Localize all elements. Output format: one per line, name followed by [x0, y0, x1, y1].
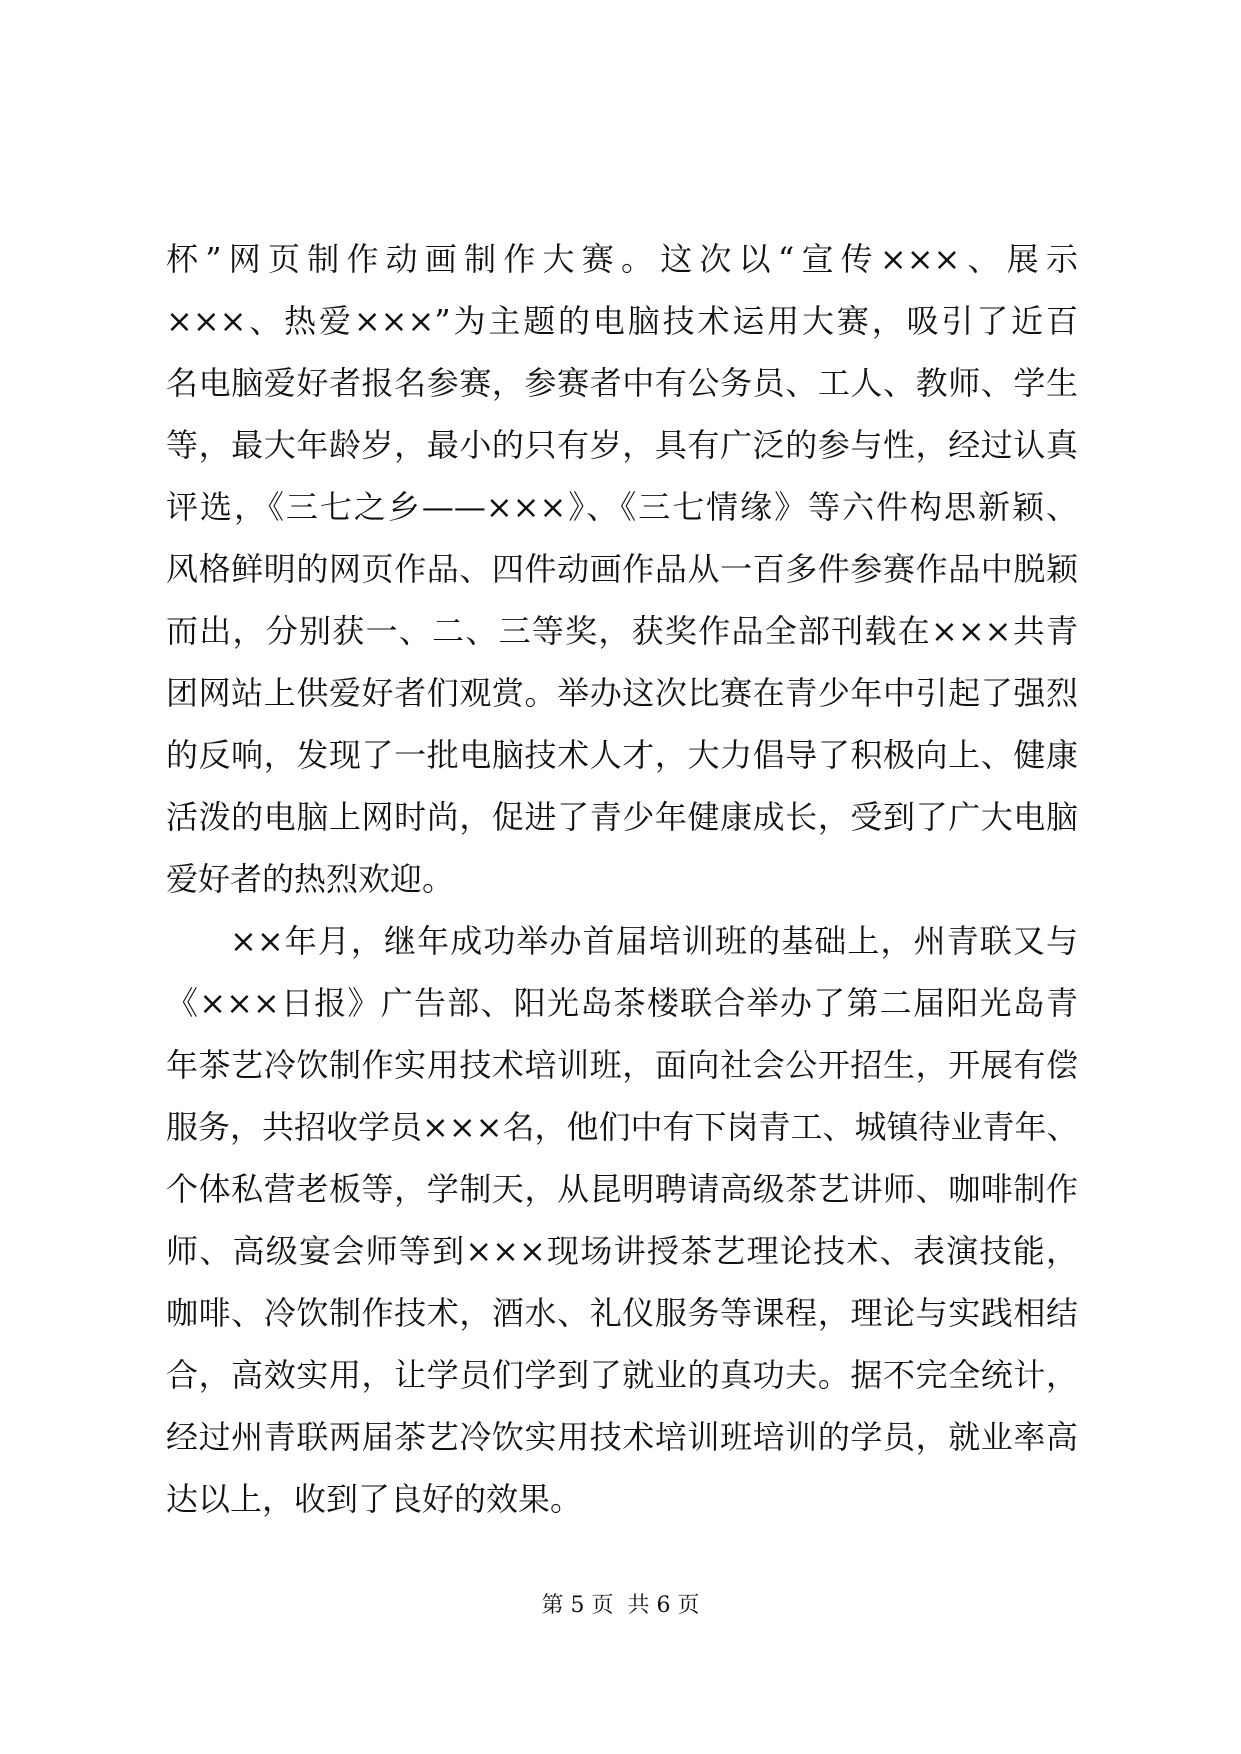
text-line: 评选，《三七之乡——×××》、《三七情缘》等六件构思新颖、 [166, 488, 1078, 526]
text-line: 名电脑爱好者报名参赛，参赛者中有公务员、工人、教师、学生 [166, 364, 1078, 402]
text-line: 的反响，发现了一批电脑技术人才，大力倡导了积极向上、健康 [166, 736, 1078, 774]
text-line: ×××、热爱×××”为主题的电脑技术运用大赛，吸引了近百 [166, 302, 1078, 340]
text-line: 团网站上供爱好者们观赏。举办这次比赛在青少年中引起了强烈 [166, 674, 1078, 712]
text-line: 师、高级宴会师等到×××现场讲授茶艺理论技术、表演技能， [166, 1232, 1078, 1270]
text-line: 等，最大年龄岁，最小的只有岁，具有广泛的参与性，经过认真 [166, 426, 1078, 464]
text-line: 达以上，收到了良好的效果。 [166, 1480, 583, 1518]
text-line: 合，高效实用，让学员们学到了就业的真功夫。据不完全统计， [166, 1356, 1078, 1394]
paragraph-1 [166, 228, 1078, 910]
text-line: 杯”网页制作动画制作大赛。这次以“宣传×××、展示 [166, 240, 1078, 278]
text-line: 年茶艺冷饮制作实用技术培训班，面向社会公开招生，开展有偿 [166, 1046, 1078, 1084]
body-text [166, 228, 1078, 1530]
paragraph-2 [166, 910, 1078, 1530]
text-line: 个体私营老板等，学制天，从昆明聘请高级茶艺讲师、咖啡制作 [166, 1170, 1078, 1208]
text-line: 活泼的电脑上网时尚，促进了青少年健康成长，受到了广大电脑 [166, 798, 1078, 836]
text-line: 咖啡、冷饮制作技术，酒水、礼仪服务等课程，理论与实践相结 [166, 1294, 1078, 1332]
text-line: 而出，分别获一、二、三等奖，获奖作品全部刊载在×××共青 [166, 612, 1078, 650]
text-line: 经过州青联两届茶艺冷饮实用技术培训班培训的学员，就业率高 [166, 1418, 1078, 1456]
page-footer [0, 1591, 1241, 1621]
text-line: 《×××日报》广告部、阳光岛茶楼联合举办了第二届阳光岛青 [166, 984, 1078, 1022]
text-line: 服务，共招收学员×××名，他们中有下岗青工、城镇待业青年、 [166, 1108, 1079, 1146]
text-line: ××年月，继年成功举办首届培训班的基础上，州青联又与 [230, 922, 1078, 960]
page-number-label: 第 5 页 共 6 页 [541, 1593, 700, 1618]
text-line: 风格鲜明的网页作品、四件动画作品从一百多件参赛作品中脱颖 [166, 550, 1078, 588]
text-line: 爱好者的热烈欢迎。 [166, 860, 455, 898]
